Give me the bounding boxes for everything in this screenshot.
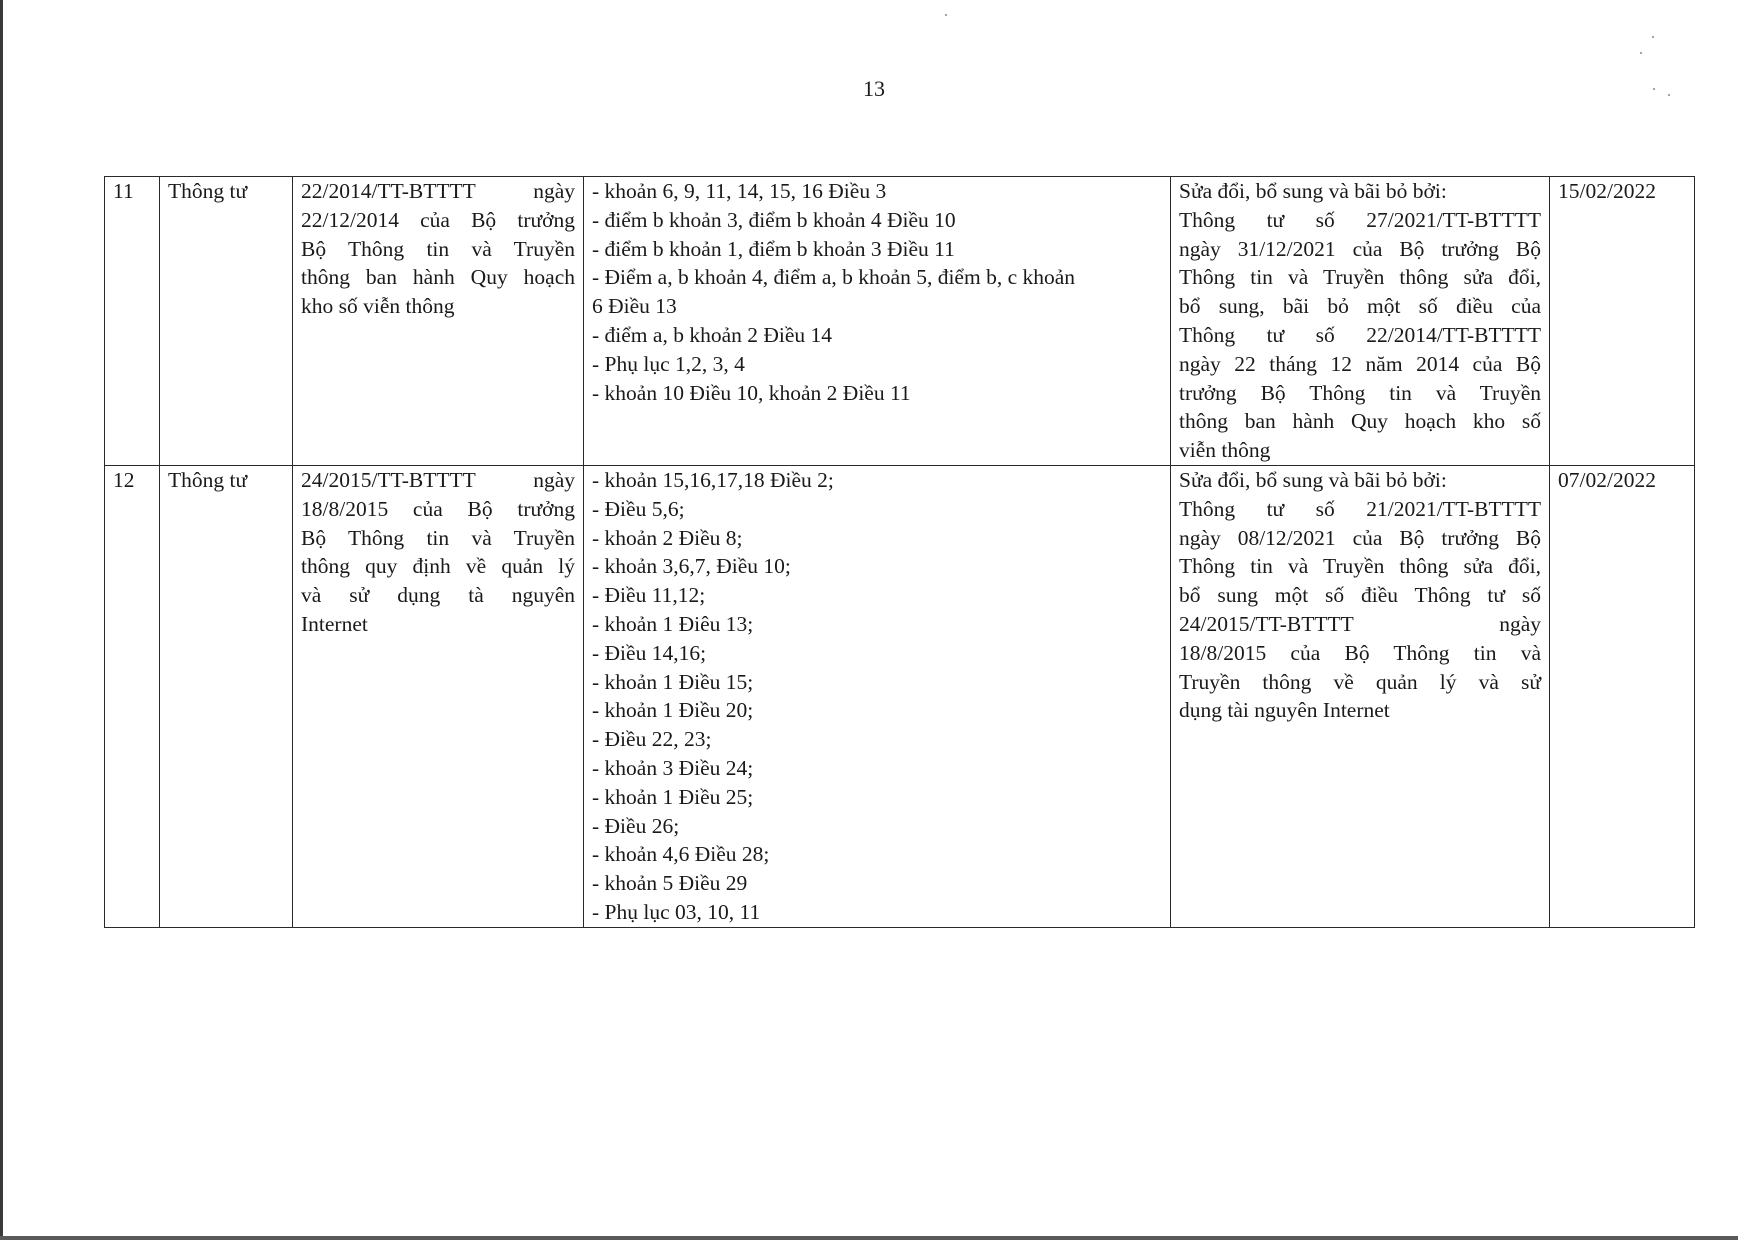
amendment-line: dụng tài nguyên Internet: [1179, 698, 1390, 723]
provision-item: 6 Điều 13: [592, 294, 677, 319]
amending-document: [1171, 177, 1550, 466]
row-number: 11: [105, 177, 160, 466]
provision-item: - Điều 11,12;: [592, 583, 706, 608]
document-type: Thông tư: [160, 465, 293, 927]
document-line: Bộ Thông tin và Truyền: [301, 525, 575, 550]
provision-item: - khoản 5 Điều 29: [592, 871, 748, 896]
provision-item: - Điều 5,6;: [592, 496, 685, 521]
table-row: [105, 177, 1695, 466]
effective-date: 15/02/2022: [1550, 177, 1695, 466]
legal-documents-table: [104, 176, 1695, 928]
amendment-line: 24/2015/TT-BTTTT ngày: [1179, 611, 1541, 636]
provision-item: - Điều 14,16;: [592, 640, 707, 665]
table-row: [105, 465, 1695, 927]
document-line: thông ban hành Quy hoạch: [301, 265, 575, 290]
provision-item: - khoản 1 Điều 20;: [592, 698, 754, 723]
document-line: thông quy định về quản lý: [301, 554, 575, 579]
provision-item: - khoản 1 Điêu 13;: [592, 611, 754, 636]
provision-item: - khoản 1 Điều 15;: [592, 669, 754, 694]
page-number: 13: [863, 76, 885, 101]
affected-provisions: [584, 465, 1171, 927]
amendment-line: ngày 31/12/2021 của Bộ trưởng Bộ: [1179, 236, 1541, 261]
amendment-line: Sửa đổi, bổ sung và bãi bỏ bởi:: [1179, 467, 1447, 492]
scan-speck: [945, 14, 947, 16]
amendment-line: Thông tin và Truyền thông sửa đổi,: [1179, 554, 1541, 579]
document-line: 18/8/2015 của Bộ trưởng: [301, 496, 575, 521]
amendment-line: Thông tin và Truyền thông sửa đổi,: [1179, 265, 1541, 290]
amendment-line: thông ban hành Quy hoạch kho số: [1179, 409, 1541, 434]
provision-item: - điểm b khoản 3, điểm b khoản 4 Điều 10: [592, 207, 956, 232]
amendment-line: Truyền thông về quản lý và sử: [1179, 669, 1541, 694]
amendment-line: viễn thông: [1179, 438, 1271, 463]
document-reference: [293, 465, 584, 927]
document-reference: [293, 177, 584, 466]
amendment-line: bổ sung, bãi bỏ một số điều của: [1179, 294, 1541, 319]
scan-edge-left: [0, 0, 3, 1240]
amendment-line: Thông tư số 27/2021/TT-BTTTT: [1179, 207, 1541, 232]
scan-edge-bottom: [0, 1236, 1738, 1240]
amending-document: [1171, 465, 1550, 927]
amendment-line: Thông tư số 21/2021/TT-BTTTT: [1179, 496, 1541, 521]
amendment-line: ngày 08/12/2021 của Bộ trưởng Bộ: [1179, 525, 1541, 550]
provision-item: - khoản 10 Điều 10, khoản 2 Điều 11: [592, 380, 911, 405]
amendment-line: ngày 22 tháng 12 năm 2014 của Bộ: [1179, 351, 1541, 376]
document-line: và sử dụng tà nguyên: [301, 583, 575, 608]
document-line: 22/12/2014 của Bộ trưởng: [301, 207, 575, 232]
scan-speck: [1652, 36, 1654, 38]
provision-item: - khoản 3,6,7, Điều 10;: [592, 554, 791, 579]
provision-item: - khoản 2 Điều 8;: [592, 525, 743, 550]
provision-item: - Điều 26;: [592, 813, 680, 838]
provision-item: - khoản 15,16,17,18 Điều 2;: [592, 467, 834, 492]
provision-item: - điểm a, b khoản 2 Điều 14: [592, 322, 833, 347]
document-line: kho số viễn thông: [301, 294, 455, 319]
affected-provisions: [584, 177, 1171, 466]
provision-item: - Điểm a, b khoản 4, điểm a, b khoản 5, điểm b, c khoản: [592, 265, 1076, 290]
amendment-line: bổ sung một số điều Thông tư số: [1179, 583, 1541, 608]
amendment-line: 18/8/2015 của Bộ Thông tin và: [1179, 640, 1541, 665]
amendment-line: Thông tư số 22/2014/TT-BTTTT: [1179, 322, 1541, 347]
amendment-line: trưởng Bộ Thông tin và Truyền: [1179, 380, 1541, 405]
provision-item: - khoản 6, 9, 11, 14, 15, 16 Điều 3: [592, 179, 887, 203]
provision-item: - khoản 3 Điều 24;: [592, 755, 754, 780]
document-line: 24/2015/TT-BTTTT ngày: [301, 467, 575, 492]
row-number: 12: [105, 465, 160, 927]
scan-speck: [1640, 52, 1642, 54]
amendment-line: Sửa đổi, bổ sung và bãi bỏ bởi:: [1179, 179, 1447, 203]
provision-item: - Điều 22, 23;: [592, 727, 712, 752]
provision-item: - Phụ lục 03, 10, 11: [592, 899, 761, 924]
provision-item: - Phụ lục 1,2, 3, 4: [592, 351, 745, 376]
provision-item: - khoản 1 Điều 25;: [592, 784, 754, 809]
document-line: 22/2014/TT-BTTTT ngày: [301, 179, 575, 203]
document-type: Thông tư: [160, 177, 293, 466]
provision-item: - điểm b khoản 1, điểm b khoản 3 Điều 11: [592, 236, 955, 261]
effective-date: 07/02/2022: [1550, 465, 1695, 927]
provision-item: - khoản 4,6 Điều 28;: [592, 842, 770, 867]
document-line: Bộ Thông tin và Truyền: [301, 236, 575, 261]
document-line: Internet: [301, 611, 368, 636]
